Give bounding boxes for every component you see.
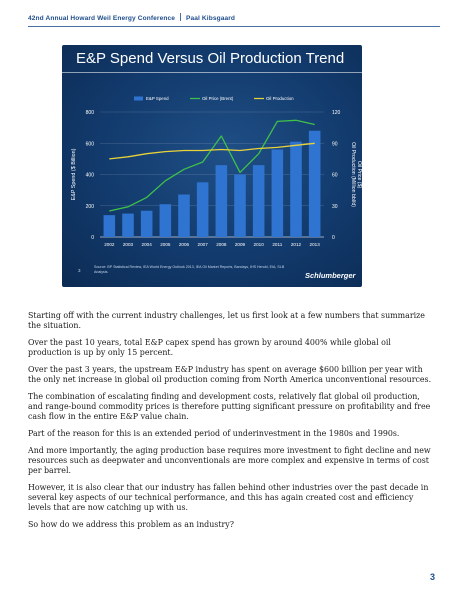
paragraph: Over the past 3 years, the upstream E&P industry has spent on average $600 billion per year with the only net increase in global oil production coming from North America unconventional resources. [28, 365, 432, 384]
x-tick-label: 2003 [122, 242, 134, 247]
y-right-tick-label: 0 [332, 235, 335, 241]
y-right-tick-label: 30 [332, 203, 338, 210]
series-line [109, 143, 314, 159]
x-tick-label: 2010 [253, 242, 264, 247]
paragraph: The combination of escalating finding and development costs, relatively flat global oil production, and range-bound commodity prices is therefore putting significant pressure on profitability and free cash flow in the entire E&P value chain. [28, 392, 431, 421]
y-axis-title: E&P Spend ($ Billion) [71, 148, 77, 201]
paragraph: And more importantly, the aging production base requires more investment to fight decline and new resources such as deepwater and unconventionals are more complex and expensive in terms of cost per barrel. [28, 446, 431, 475]
bar [309, 131, 321, 237]
legend-swatch [134, 97, 143, 101]
bar [104, 215, 116, 237]
legend-label: Oil Production [266, 96, 294, 102]
header-rule [28, 26, 440, 27]
bar [197, 182, 209, 237]
y-right-axis-title: Oil Production (Million bbl/d) [350, 142, 356, 207]
paragraph: So how do we address this problem as an industry? [28, 520, 234, 529]
bar [160, 204, 172, 237]
y-right-tick-label: 90 [332, 141, 338, 148]
bar [253, 165, 265, 237]
series-line [109, 120, 314, 211]
e-and-p-chart [62, 45, 362, 287]
bar [272, 150, 284, 238]
x-tick-label: 2011 [272, 242, 283, 247]
x-tick-label: 2008 [216, 242, 227, 247]
schlumberger-logo: Schlumberger [305, 271, 356, 280]
y-right-tick-label: 120 [332, 110, 341, 116]
bar [234, 175, 246, 238]
page-number: 3 [430, 572, 436, 582]
y-tick-label: 400 [85, 172, 94, 179]
paragraph: Starting off with the current industry challenges, let us first look at a few numbers that summarize the situation. [28, 311, 425, 330]
slide-title: E&P Spend Versus Oil Production Trend [76, 50, 345, 67]
chart-slide [62, 45, 362, 287]
y-tick-label: 800 [85, 110, 94, 116]
bar [216, 165, 228, 237]
y-tick-label: 600 [85, 141, 94, 148]
bar [141, 211, 153, 237]
y-right-axis-title: Oil Price ($) [356, 160, 362, 189]
legend-label: E&P Spend [146, 96, 169, 102]
y-tick-label: 200 [85, 203, 94, 210]
legend-label: Oil Price (Brent) [202, 96, 234, 102]
paragraph: Part of the reason for this is an extended period of underinvestment in the 1980s and 1990s. [28, 429, 400, 438]
slide-source-note: Source: BP Statistical Review, IEA World Energy Outlook 2013, IEA Oil Market Reports, Barclays, IHS Herold, EIA, SLB Analysis. [94, 265, 285, 274]
x-tick-label: 2009 [234, 242, 246, 247]
x-tick-label: 2002 [104, 242, 115, 247]
x-tick-label: 2013 [309, 242, 320, 247]
bar [290, 142, 302, 237]
y-tick-label: 0 [91, 235, 94, 241]
x-tick-label: 2005 [160, 242, 171, 247]
paragraph: Over the past 10 years, total E&P capex spend has grown by around 400% while global oil production is up by only 15 percent. [28, 338, 391, 357]
paragraph: However, it is also clear that our industry has fallen behind other industries over the past decade in several key aspects of our technical performance, and this has again created cost and efficiency levels that are now catching up with us. [28, 483, 429, 512]
x-tick-label: 2004 [141, 242, 152, 247]
header-separator [180, 13, 181, 21]
y-right-tick-label: 60 [332, 172, 338, 179]
slide-number: 3 [78, 268, 81, 273]
x-tick-label: 2012 [290, 242, 302, 247]
speaker-name: Paal Kibsgaard [186, 15, 236, 22]
bar [178, 195, 190, 238]
x-tick-label: 2006 [178, 242, 190, 247]
x-tick-label: 2007 [197, 242, 208, 247]
conference-name: 42nd Annual Howard Weil Energy Conference [28, 15, 175, 22]
bar [122, 214, 134, 237]
page-header [28, 13, 235, 22]
body-text [28, 311, 436, 537]
